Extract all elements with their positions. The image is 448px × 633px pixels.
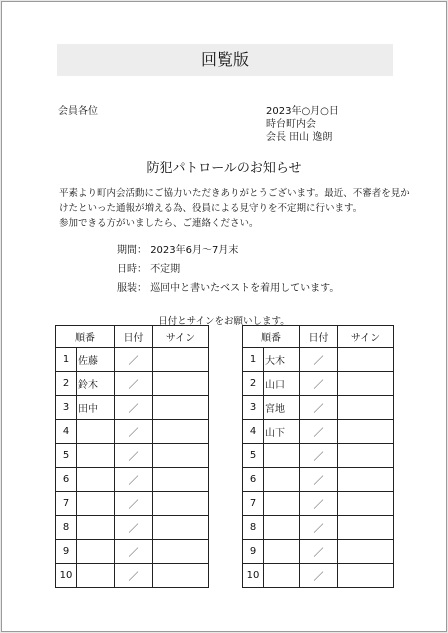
detail-period	[117, 244, 238, 258]
row-name	[77, 468, 115, 492]
notice-body	[59, 186, 410, 231]
sign-cell[interactable]	[153, 396, 209, 420]
detail-label: 日時：	[117, 264, 147, 275]
table-row	[56, 564, 209, 588]
table-row	[243, 468, 394, 492]
row-name: 大木	[264, 348, 300, 372]
notice-title: 防犯パトロールのお知らせ	[146, 161, 302, 176]
sign-cell[interactable]	[338, 516, 394, 540]
row-name	[77, 516, 115, 540]
row-number: 7	[243, 492, 264, 516]
body-line: 参加できる方がいましたら、ご連絡ください。	[59, 218, 259, 229]
row-name: 宮地	[264, 396, 300, 420]
date-cell[interactable]: ／	[300, 516, 338, 540]
row-number: 6	[56, 468, 77, 492]
sign-note: 日付とサインをお願いします。	[158, 316, 290, 327]
sign-cell[interactable]	[153, 564, 209, 588]
date-cell[interactable]: ／	[300, 396, 338, 420]
row-name: 田中	[77, 396, 115, 420]
sign-cell[interactable]	[338, 372, 394, 396]
recipient-line: 会員各位	[58, 106, 98, 117]
sign-cell[interactable]	[338, 468, 394, 492]
header-date: 日付	[300, 326, 338, 348]
date-cell[interactable]: ／	[115, 372, 153, 396]
table-header-row	[56, 326, 209, 348]
row-number: 8	[243, 516, 264, 540]
header-order: 順番	[56, 326, 115, 348]
date-cell[interactable]: ／	[300, 564, 338, 588]
date-cell[interactable]: ／	[115, 348, 153, 372]
sign-cell[interactable]	[338, 564, 394, 588]
sign-cell[interactable]	[338, 348, 394, 372]
date-cell[interactable]: ／	[115, 444, 153, 468]
sign-cell[interactable]	[153, 348, 209, 372]
table-row	[243, 396, 394, 420]
circulation-table-left	[55, 325, 209, 588]
row-name	[77, 444, 115, 468]
table-row	[243, 372, 394, 396]
table-row	[56, 444, 209, 468]
header-order: 順番	[243, 326, 300, 348]
row-number: 2	[56, 372, 77, 396]
detail-time	[117, 263, 180, 277]
date-cell[interactable]: ／	[115, 540, 153, 564]
date-cell[interactable]: ／	[115, 420, 153, 444]
body-line: 平素より町内会活動にご協力いただきありがとうございます。最近、不審者を見か	[59, 188, 410, 199]
sign-cell[interactable]	[153, 492, 209, 516]
sign-cell[interactable]	[153, 444, 209, 468]
row-name	[264, 564, 300, 588]
date-cell[interactable]: ／	[300, 540, 338, 564]
row-number: 4	[56, 420, 77, 444]
date-cell[interactable]: ／	[300, 492, 338, 516]
date-cell[interactable]: ／	[300, 444, 338, 468]
circulation-table-right	[242, 325, 394, 588]
row-number: 6	[243, 468, 264, 492]
row-number: 1	[243, 348, 264, 372]
date-cell[interactable]: ／	[115, 492, 153, 516]
row-name	[264, 492, 300, 516]
date-cell[interactable]: ／	[115, 564, 153, 588]
date-cell[interactable]: ／	[300, 420, 338, 444]
date-line: 2023年○月○日	[266, 106, 339, 117]
row-number: 8	[56, 516, 77, 540]
table-row	[56, 396, 209, 420]
row-number: 10	[243, 564, 264, 588]
table-row	[243, 564, 394, 588]
date-cell[interactable]: ／	[300, 348, 338, 372]
header-date: 日付	[115, 326, 153, 348]
row-name	[77, 420, 115, 444]
sign-cell[interactable]	[338, 396, 394, 420]
table-row	[243, 492, 394, 516]
row-number: 7	[56, 492, 77, 516]
date-cell[interactable]: ／	[300, 468, 338, 492]
table-row	[56, 492, 209, 516]
row-number: 5	[56, 444, 77, 468]
detail-attire	[117, 282, 339, 296]
sender-line: 会長 田山 逸朗	[266, 132, 333, 143]
row-name	[77, 492, 115, 516]
row-number: 3	[243, 396, 264, 420]
row-number: 9	[243, 540, 264, 564]
table-row	[56, 540, 209, 564]
row-number: 5	[243, 444, 264, 468]
detail-value: 2023年6月～7月末	[150, 245, 239, 256]
table-row	[56, 348, 209, 372]
table-row	[243, 348, 394, 372]
table-row	[243, 540, 394, 564]
header-sign: サイン	[338, 326, 394, 348]
row-name	[77, 540, 115, 564]
table-header-row	[243, 326, 394, 348]
document-page	[1, 1, 447, 632]
table-row	[56, 516, 209, 540]
detail-value: 不定期	[150, 264, 181, 275]
detail-value: 巡回中と書いたベストを着用しています。	[150, 283, 340, 294]
row-number: 9	[56, 540, 77, 564]
date-cell[interactable]: ／	[115, 468, 153, 492]
body-line: けたといった通報が増える為、役員による見守りを不定期に行います。	[59, 203, 363, 214]
row-number: 1	[56, 348, 77, 372]
sign-cell[interactable]	[153, 540, 209, 564]
sign-cell[interactable]	[338, 540, 394, 564]
sign-cell[interactable]	[153, 468, 209, 492]
detail-label: 服装：	[117, 283, 147, 294]
row-name: 佐藤	[77, 348, 115, 372]
table-row	[56, 372, 209, 396]
date-cell[interactable]: ／	[115, 396, 153, 420]
table-row	[243, 444, 394, 468]
sign-cell[interactable]	[153, 372, 209, 396]
table-row	[243, 516, 394, 540]
date-cell[interactable]: ／	[300, 372, 338, 396]
row-name: 鈴木	[77, 372, 115, 396]
header-sign: サイン	[153, 326, 209, 348]
detail-label: 期間：	[117, 245, 147, 256]
sign-cell[interactable]	[338, 444, 394, 468]
table-row	[243, 420, 394, 444]
row-number: 3	[56, 396, 77, 420]
sign-cell[interactable]	[338, 420, 394, 444]
row-name: 山口	[264, 372, 300, 396]
page-title: 回覧版	[57, 44, 393, 76]
date-cell[interactable]: ／	[115, 516, 153, 540]
table-row	[56, 420, 209, 444]
row-name	[264, 444, 300, 468]
row-number: 2	[243, 372, 264, 396]
row-name	[77, 564, 115, 588]
row-number: 10	[56, 564, 77, 588]
row-name	[264, 468, 300, 492]
table-row	[56, 468, 209, 492]
sign-cell[interactable]	[338, 492, 394, 516]
row-name: 山下	[264, 420, 300, 444]
row-name	[264, 540, 300, 564]
organization-line: 時台町内会	[266, 119, 316, 130]
row-number: 4	[243, 420, 264, 444]
sign-cell[interactable]	[153, 420, 209, 444]
row-name	[264, 516, 300, 540]
sign-cell[interactable]	[153, 516, 209, 540]
